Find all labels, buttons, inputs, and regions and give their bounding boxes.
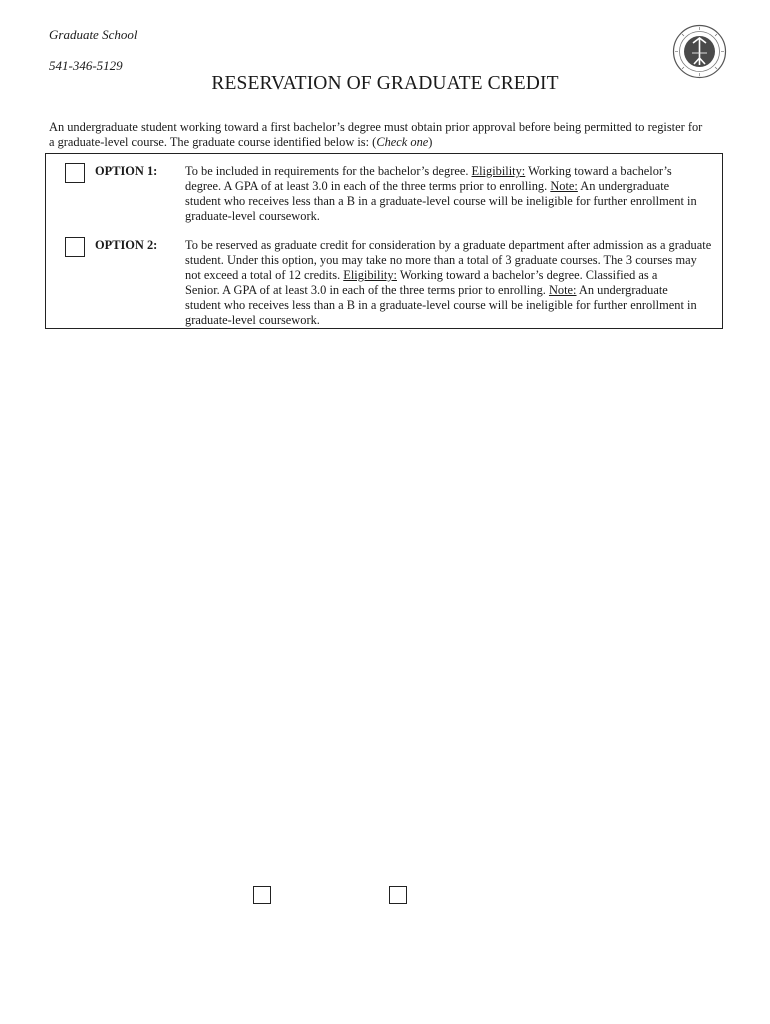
- option-2-line: student. Under this option, you may take no more than a total of 3 graduate courses. The 3 courses may: [185, 253, 697, 267]
- eligibility-label: Eligibility:: [343, 268, 397, 282]
- text-run: An undergraduate: [576, 283, 668, 297]
- option-1-line: [185, 179, 730, 194]
- text-run: not exceed a total of 12 credits.: [185, 268, 344, 282]
- option-2-line: [185, 283, 730, 298]
- intro-line-text: a graduate-level course. The graduate course identified below is: (: [49, 135, 377, 149]
- text-run: To be included in requirements for the bachelor’s degree.: [185, 164, 472, 178]
- university-seal-icon: [672, 24, 727, 79]
- intro-line: An undergraduate student working toward a first bachelor’s degree must obtain prior approval before being permitted to register for: [49, 120, 703, 134]
- text-run: Working toward a bachelor’s: [525, 164, 672, 178]
- option-2-line: graduate-level coursework.: [185, 313, 320, 327]
- intro-paragraph: [49, 120, 729, 150]
- text-run: Working toward a bachelor’s degree. Classified as a: [396, 268, 658, 282]
- text-run: Senior. A GPA of at least 3.0 in each of the three terms prior to enrolling.: [185, 283, 549, 297]
- option-2-description: [185, 238, 730, 328]
- option-1-line: [185, 164, 730, 179]
- eligibility-label: Eligibility:: [471, 164, 526, 178]
- option-1-label: OPTION 1:: [95, 164, 158, 178]
- option-1-line: graduate-level coursework.: [185, 209, 320, 223]
- bottom-checkbox-right[interactable]: [389, 886, 407, 904]
- options-box: [45, 153, 723, 329]
- text-run: degree. A GPA of at least 3.0 in each of the three terms prior to enrolling.: [185, 179, 551, 193]
- option-2-label: OPTION 2:: [95, 238, 158, 252]
- option-2-line: To be reserved as graduate credit for consideration by a graduate department after admission as a graduate: [185, 238, 712, 252]
- phone-number: 541-346-5129: [49, 58, 123, 73]
- intro-line-close: ): [428, 135, 433, 149]
- option-1-description: [185, 164, 730, 224]
- intro-line: [49, 135, 729, 150]
- bottom-checkbox-left[interactable]: [253, 886, 271, 904]
- option-2-checkbox[interactable]: [65, 237, 85, 257]
- option-1-checkbox[interactable]: [65, 163, 85, 183]
- option-2-line: [185, 268, 730, 283]
- note-label: Note:: [550, 179, 578, 193]
- option-2-line: student who receives less than a B in a graduate-level course will be ineligible for further enrollment in: [185, 298, 697, 312]
- option-1-line: student who receives less than a B in a graduate-level course will be ineligible for further enrollment in: [185, 194, 697, 208]
- note-label: Note:: [548, 283, 577, 297]
- check-one-instruction: Check one: [376, 135, 429, 149]
- text-run: An undergraduate: [577, 179, 670, 193]
- department-label: Graduate School: [49, 27, 138, 42]
- page-title: RESERVATION OF GRADUATE CREDIT: [211, 73, 559, 94]
